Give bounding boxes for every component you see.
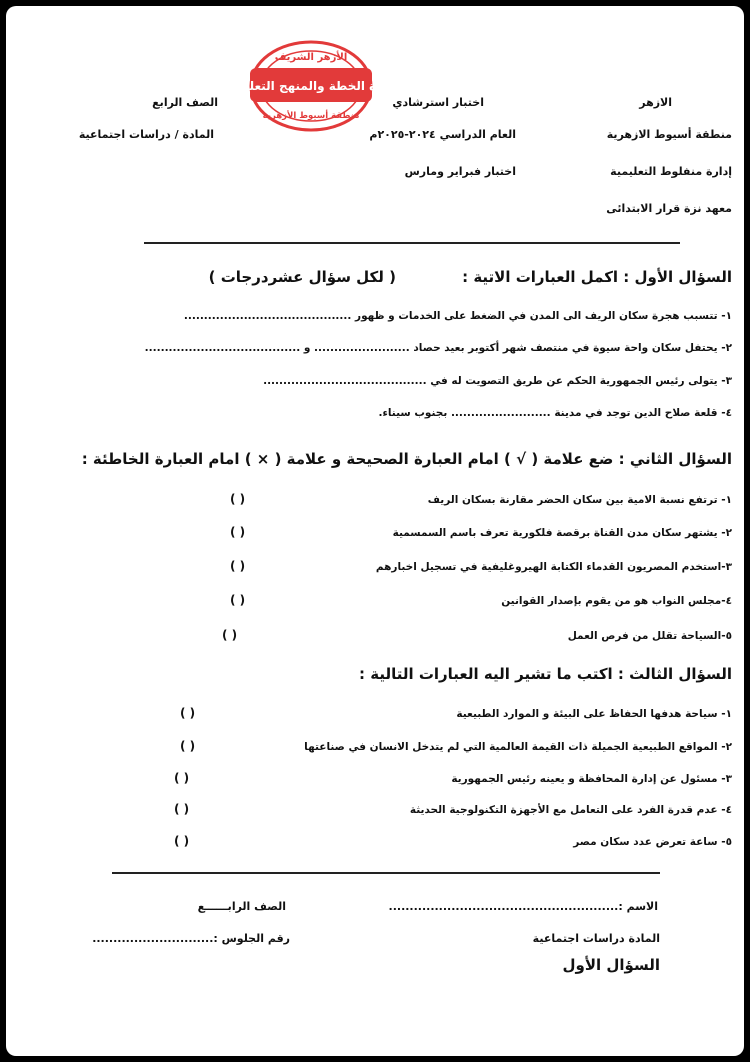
q3-item: ٢- المواقع الطبيعية الجميلة ذات القيمة العالمية التي لم يتدخل الانسان في صناعتها	[304, 741, 732, 753]
stamp-seal	[224, 38, 398, 134]
q3-answer-box[interactable]: ( )	[174, 834, 190, 848]
q1-item: ٢- يحتفل سكان واحة سيوة في منتصف شهر أكتوبر بعيد حصاد ........................ و .......................................	[144, 342, 732, 354]
svg-text:إدارة الخطة والمنهج التعليمي: إدارة الخطة والمنهج التعليمي	[224, 79, 398, 93]
q3-item: ٥- ساعة تعرض عدد سكان مصر	[573, 836, 732, 848]
q3-answer-box[interactable]: ( )	[174, 802, 190, 816]
footer-next-question: السؤال الأول	[562, 956, 660, 974]
q1-item: ١- تتسبب هجرة سكان الريف الى المدن في الضغط على الخدمات و ظهور ..........................................	[183, 310, 732, 322]
q2-answer-box[interactable]: ( )	[230, 593, 246, 607]
q2-item: ٣-استخدم المصريون القدماء الكتابة الهيروغليفية في تسجيل اخبارهم	[375, 561, 732, 573]
header-region: منطقة أسيوط الازهرية	[606, 128, 732, 141]
q2-item: ١- ترتفع نسبة الامية بين سكان الحضر مقارنة بسكان الريف	[427, 494, 732, 506]
header-administration: إدارة منفلوط التعليمية	[610, 165, 732, 178]
q2-item: ٥-السياحة تقلل من فرص العمل	[567, 630, 732, 642]
header-azhar: الازهر	[639, 96, 672, 109]
header-school-year: العام الدراسي ٢٠٢٤-٢٠٢٥م	[369, 128, 516, 141]
q2-title: السؤال الثاني : ضع علامة ( √ ) امام العبارة الصحيحة و علامة ( × ) امام العبارة الخاطئة :	[81, 450, 732, 468]
footer-seat-number[interactable]: رقم الجلوس :.............................	[92, 932, 290, 945]
svg-text:الأزهر الشريف: الأزهر الشريف	[274, 52, 348, 63]
q1-title: السؤال الأول : اكمل العبارات الاتية :	[462, 268, 732, 286]
svg-text:منطقة أسيوط الأزهرية: منطقة أسيوط الأزهرية	[262, 111, 360, 121]
q3-title: السؤال الثالث : اكتب ما تشير اليه العبارات التالية :	[359, 665, 732, 683]
q2-answer-box[interactable]: ( )	[230, 525, 246, 539]
q3-item: ١- سياحة هدفها الحفاظ على البيئة و الموارد الطبيعية	[456, 708, 732, 720]
q2-item: ٢- يشتهر سكان مدن القناة برقصة فلكورية تعرف باسم السمسمية	[392, 527, 732, 539]
q3-item: ٤- عدم قدرة الفرد على التعامل مع الأجهزة التكنولوجية الحديثة	[409, 804, 732, 816]
header-school: معهد نزة قرار الابتدائى	[606, 202, 732, 215]
q3-item: ٣- مسئول عن إدارة المحافظة و يعينه رئيس الجمهورية	[451, 773, 732, 785]
q2-answer-box[interactable]: ( )	[230, 559, 246, 573]
q2-answer-box[interactable]: ( )	[230, 492, 246, 506]
q1-item: ٤- قلعة صلاح الدين توجد في مدينة ......................... بجنوب سيناء.	[378, 407, 732, 419]
header-divider	[144, 242, 680, 244]
header-exam-period: اختبار فبراير ومارس	[404, 165, 516, 178]
q2-item: ٤-مجلس النواب هو من يقوم بإصدار القوانين	[501, 595, 732, 607]
header-grade: الصف الرابع	[152, 96, 218, 109]
q3-answer-box[interactable]: ( )	[180, 739, 196, 753]
q3-answer-box[interactable]: ( )	[180, 706, 196, 720]
header-exam-type: اختبار استرشادي	[392, 96, 484, 109]
q2-answer-box[interactable]: ( )	[222, 628, 238, 642]
footer-grade: الصف الرابــــــع	[197, 900, 286, 913]
footer-divider	[112, 872, 660, 874]
footer-subject: المادة دراسات اجتماعية	[532, 932, 660, 945]
footer-name-field[interactable]: الاسم :.......................................................	[388, 900, 658, 913]
header-subject: المادة / دراسات اجتماعية	[78, 128, 214, 141]
q1-marks: ( لكل سؤال عشردرجات )	[208, 268, 396, 286]
q1-item: ٣- يتولى رئيس الجمهورية الحكم عن طريق التصويت له في .........................................	[263, 375, 732, 387]
exam-sheet	[6, 6, 744, 1056]
q3-answer-box[interactable]: ( )	[174, 771, 190, 785]
